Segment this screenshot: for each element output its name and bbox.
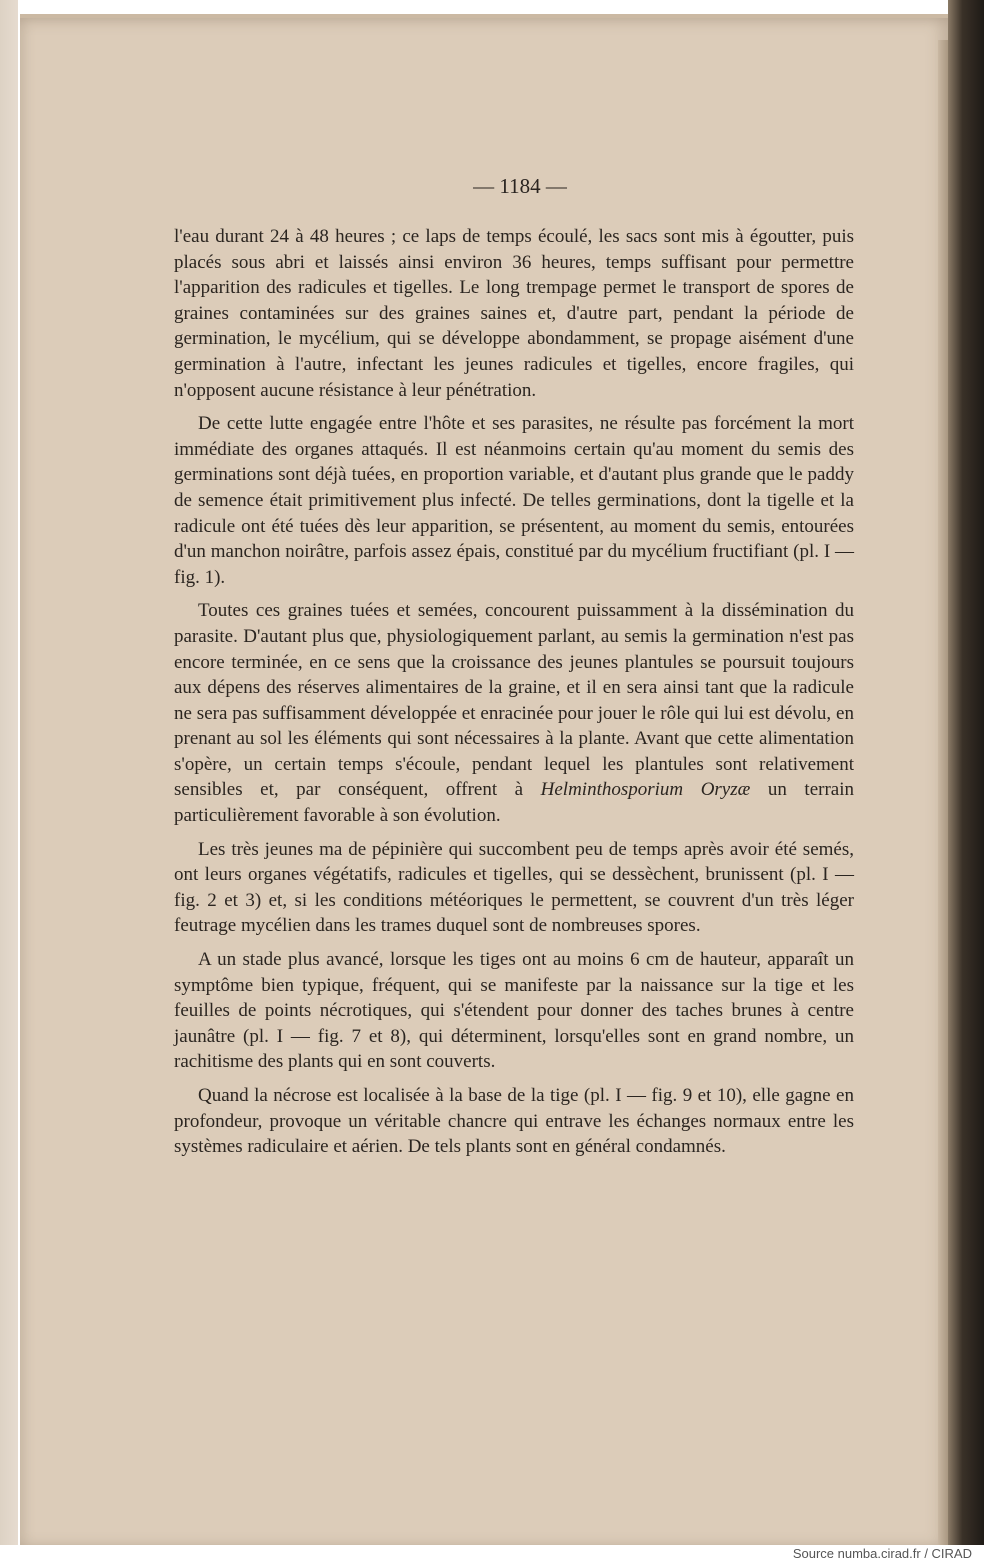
paragraph-2: De cette lutte engagée entre l'hôte et ses parasites, ne résulte pas forcément la mort immédiate des organes attaqués. Il est néanmoins certain qu'au moment du semis des germinations sont déjà tuées, en proportion variable, et d'autant plus grande que le paddy de semence était primitivement plus infecté. De telles germinations, dont la tigelle et la radicule ont été tuées dès leur apparition, se présentent, au moment du semis, entourées d'un manchon noirâtre, parfois assez épais, constitué par du mycélium fructifiant (pl. I — fig. 1). — [174, 413, 854, 588]
body-text — [174, 224, 854, 1168]
page-number: — 1184 — — [473, 174, 567, 198]
paragraph-3-text: Toutes ces graines tuées et semées, concourent puissamment à la dissémination du parasite. D'autant plus que, physiologiquement parlant, au semis la germination n'est pas encore terminée, en ce sens que la croissance des jeunes plantules se poursuit toujours aux dépens des réserves alimentaires de la graine, et il en sera ainsi tant que la radicule ne sera pas suffisamment développée et enracinée pour jouer le rôle qui lui est dévolu, en prenant au sol les éléments qui sont nécessaires à la plante. Avant que cette alimentation s'opère, un certain temps s'écoule, pendant lequel les plantules sont relativement sensibles et, par conséquent, offrent à — [174, 600, 854, 801]
paragraph-4: Les très jeunes ma de pépinière qui succombent peu de temps après avoir été semés, ont leurs organes végétatifs, radicules et tigelles, qui se dessèchent, brunissent (pl. I — fig. 2 et 3) et, si les conditions météoriques le permettent, se couvrent d'un très léger feutrage mycélien dans les trames duquel sont de nombreuses spores. — [174, 838, 854, 937]
species-name: Helminthosporium Oryzæ — [540, 779, 751, 801]
paragraph-3-tail: un terrain particulièrement favorable à son évolution. — [174, 779, 854, 827]
book-spine — [948, 0, 984, 1545]
paragraph-1: l'eau durant 24 à 48 heures ; ce laps de temps écoulé, les sacs sont mis à égoutter, puis placés sous abri et laissés ainsi environ 36 heures, temps suffisant pour permettre l'apparition des radicules et tigelles. Le long trempage permet le transport de spores de graines contaminées sur des graines saines et, d'autre part, pendant la période de germination, le mycélium, qui se développe abondamment, se propage aisément d'une germination à l'autre, infectant les jeunes radicules et tigelles, encore fragiles, qui n'opposent aucune résistance à leur pénétration. — [174, 226, 854, 401]
paragraph-3 — [174, 598, 854, 828]
paragraph-5: A un stade plus avancé, lorsque les tiges ont au moins 6 cm de hauteur, apparaît un symptôme bien typique, fréquent, qui se manifeste par la naissance sur la tige et les feuilles de points nécrotiques, qui s'étendent pour donner des taches brunes à centre jaunâtre (pl. I — fig. 7 et 8), qui déterminent, lorsqu'elles sont en grand nombre, un rachitisme des plants qui en sont couverts. — [174, 949, 854, 1073]
paragraph-6: Quand la nécrose est localisée à la base de la tige (pl. I — fig. 9 et 10), elle gagne en profondeur, provoque un véritable chancre qui entrave les échanges normaux entre les systèmes radiculaire et aérien. De tels plants sont en général condamnés. — [174, 1085, 854, 1158]
page-left-edge — [0, 0, 18, 1545]
source-credit: Source numba.cirad.fr / CIRAD — [792, 1546, 972, 1561]
